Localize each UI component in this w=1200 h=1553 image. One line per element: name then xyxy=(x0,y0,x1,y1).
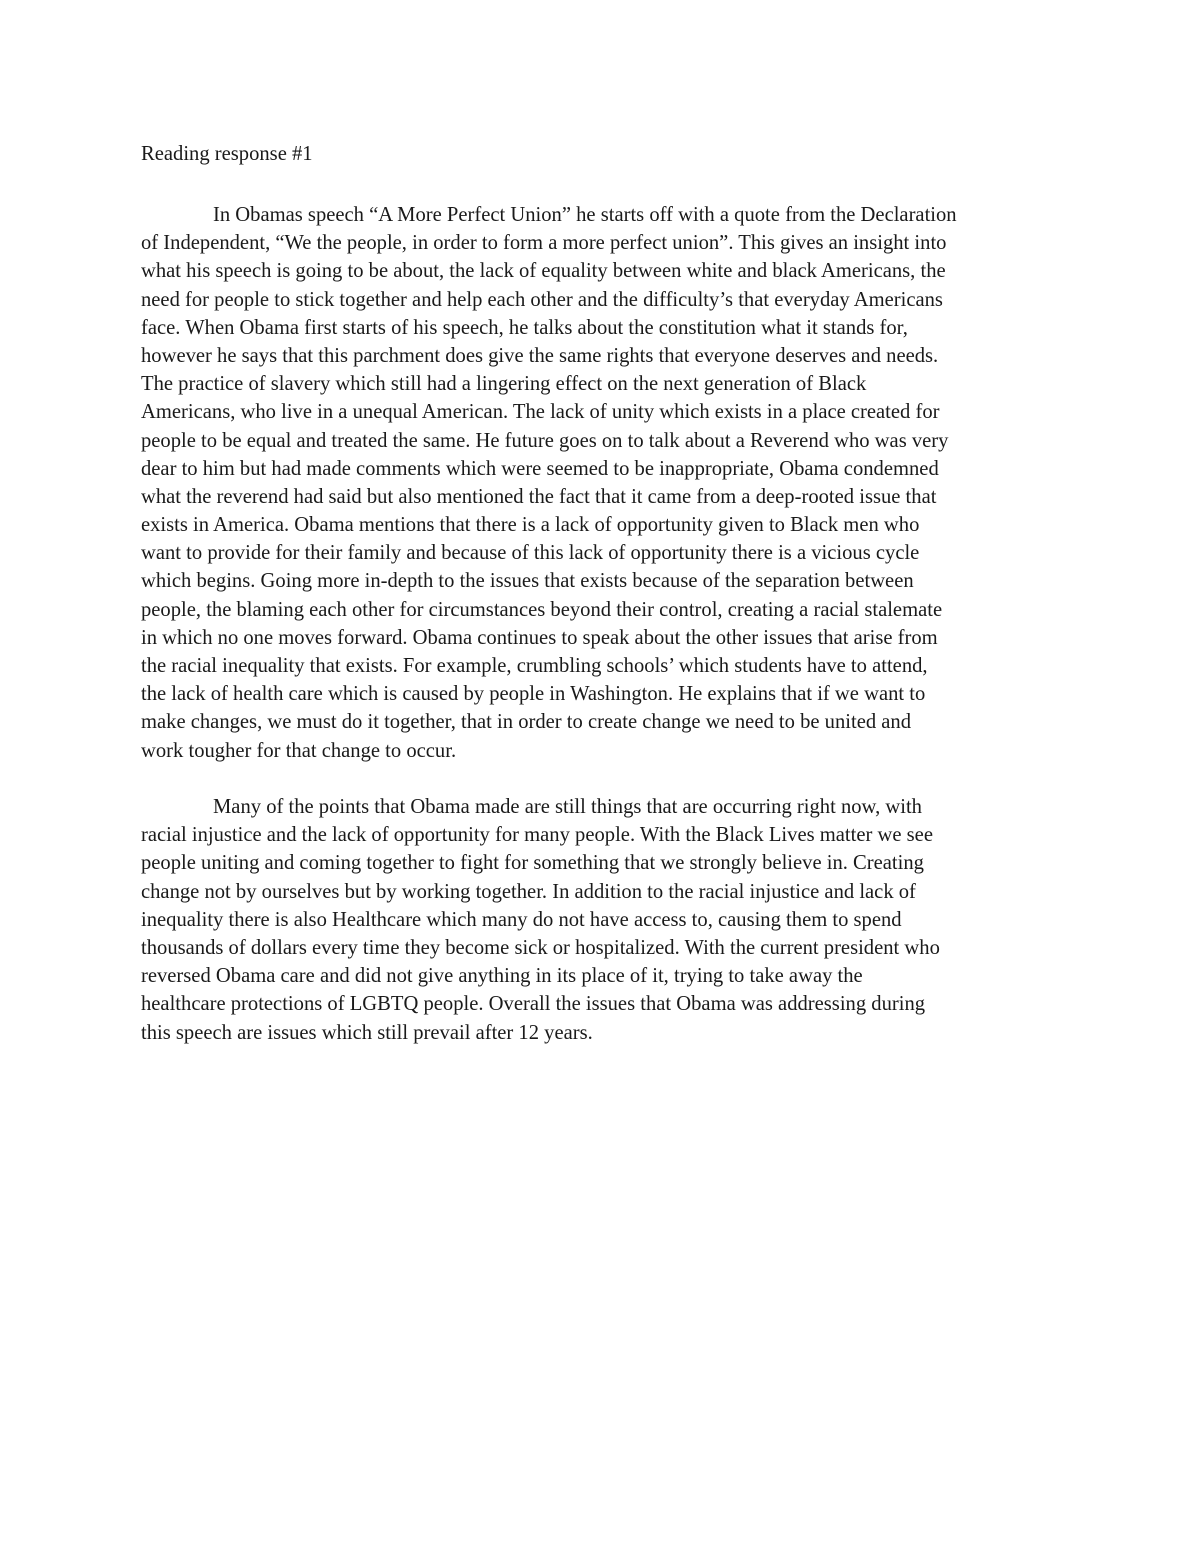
paragraph-line: need for people to stick together and help each other and the difficulty’s that everyday Americans xyxy=(141,288,943,311)
paragraph-line: change not by ourselves but by working together. In addition to the racial injustice and lack of xyxy=(141,880,916,903)
paragraph-line: people uniting and coming together to fight for something that we strongly believe in. Creating xyxy=(141,852,924,875)
paragraph-line: in which no one moves forward. Obama continues to speak about the other issues that arise from xyxy=(141,626,938,649)
paragraph-line: make changes, we must do it together, that in order to create change we need to be united and xyxy=(141,711,912,734)
paragraph-line: The practice of slavery which still had a lingering effect on the next generation of Black xyxy=(141,373,867,396)
paragraph-line: however he says that this parchment does give the same rights that everyone deserves and needs. xyxy=(141,344,939,367)
paragraph-line: this speech are issues which still prevail after 12 years. xyxy=(141,1021,593,1044)
paragraph-line: racial injustice and the lack of opportunity for many people. With the Black Lives matter we see xyxy=(141,824,933,847)
paragraph-line: exists in America. Obama mentions that there is a lack of opportunity given to Black men who xyxy=(141,514,920,537)
paragraph-line: face. When Obama first starts of his speech, he talks about the constitution what it stands for, xyxy=(141,316,908,339)
paragraph-line: of Independent, “We the people, in order to form a more perfect union”. This gives an insight into xyxy=(141,232,947,255)
paragraph-line: Many of the points that Obama made are still things that are occurring right now, with xyxy=(213,796,922,818)
paragraph-line: people, the blaming each other for circumstances beyond their control, creating a racial stalemate xyxy=(141,598,943,621)
paragraph-line: which begins. Going more in-depth to the issues that exists because of the separation between xyxy=(141,570,914,593)
paragraph-line: Americans, who live in a unequal American. The lack of unity which exists in a place created for xyxy=(141,401,940,424)
paragraph-line: people to be equal and treated the same. He future goes on to talk about a Reverend who was very xyxy=(141,429,949,452)
paragraph-2 xyxy=(141,793,940,1047)
document-title: Reading response #1 xyxy=(141,143,313,165)
paragraph-line: what the reverend had said but also mentioned the fact that it came from a deep-rooted issue that xyxy=(141,485,937,508)
paragraph-line: reversed Obama care and did not give anything in its place of it, trying to take away the xyxy=(141,965,863,988)
paragraph-line: dear to him but had made comments which were seemed to be inappropriate, Obama condemned xyxy=(141,457,939,480)
paragraph-line: the racial inequality that exists. For example, crumbling schools’ which students have to attend, xyxy=(141,655,928,677)
paragraph-line: want to provide for their family and because of this lack of opportunity there is a vicious cycle xyxy=(141,542,920,565)
paragraph-line: inequality there is also Healthcare which many do not have access to, causing them to spend xyxy=(141,908,902,931)
paragraph-line: work tougher for that change to occur. xyxy=(141,739,457,762)
paragraph-line: healthcare protections of LGBTQ people. Overall the issues that Obama was addressing during xyxy=(141,993,926,1016)
paragraph-line: the lack of health care which is caused by people in Washington. He explains that if we want to xyxy=(141,683,926,706)
paragraph-line: what his speech is going to be about, the lack of equality between white and black Americans, the xyxy=(141,260,946,283)
paragraph-1 xyxy=(141,201,957,765)
paragraph-line: In Obamas speech “A More Perfect Union” he starts off with a quote from the Declaration xyxy=(213,204,957,226)
paragraph-line: thousands of dollars every time they become sick or hospitalized. With the current president who xyxy=(141,936,940,959)
